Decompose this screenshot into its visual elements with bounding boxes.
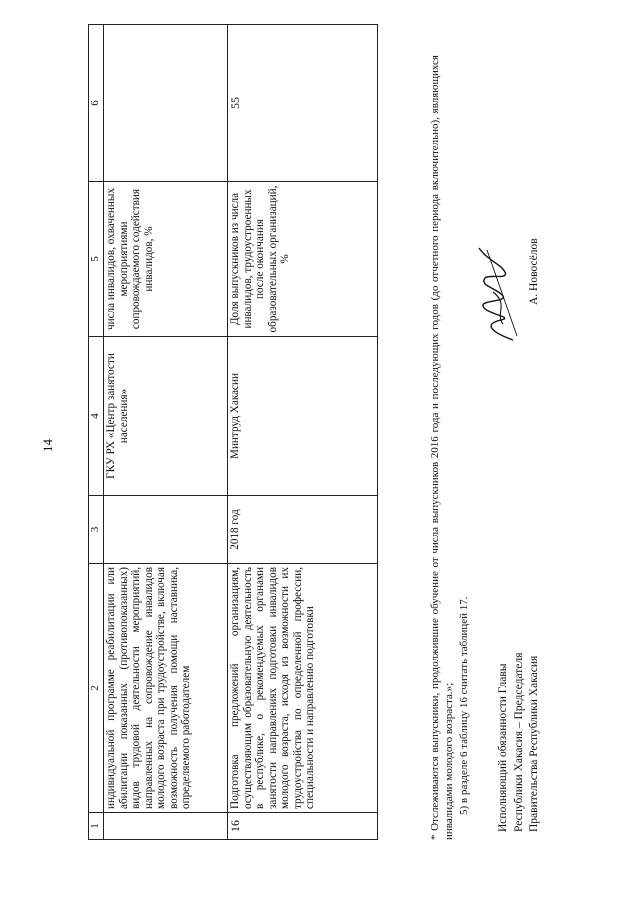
footnote-item-5: 5) в разделе 6 таблицу 16 считать таблицей 17. bbox=[457, 596, 470, 815]
footnotes bbox=[428, 55, 471, 840]
measures-table bbox=[88, 24, 378, 840]
page-number: 14 bbox=[40, 439, 55, 452]
header-col-2: 2 bbox=[89, 564, 104, 813]
header-col-3: 3 bbox=[89, 496, 104, 564]
row-executor: Минтруд Хакасии bbox=[228, 337, 378, 496]
handwritten-signature bbox=[473, 244, 523, 344]
position-line: Республики Хакасия – Председателя bbox=[512, 652, 525, 832]
rotated-document-content bbox=[88, 55, 541, 840]
row-term: 2018 год bbox=[228, 496, 378, 564]
footnote-star: * Отслеживаются выпускники, продолжившие обучение от числа выпускников 2016 года и последующих годов (до отчетного периода включительно), являющихся инвалидами молодого возраста.»; bbox=[429, 55, 456, 840]
header-col-1: 1 bbox=[89, 813, 104, 840]
row-measure: Подготовка предложений организациям, осуществляющим образовательную деятельность в республике, о рекомендуемых органами занятости направлениях подготовки инвалидов молодого возраста, исходя из возможности их трудоустройства по определенной профессии, специальности и направлению подготовки bbox=[228, 564, 378, 813]
header-col-4: 4 bbox=[89, 337, 104, 496]
signatory-name: А. Новосёлов bbox=[528, 238, 540, 305]
position-line: Исполняющий обязанности Главы bbox=[497, 663, 509, 832]
row-measure: индивидуальной программе реабилитации или абилитации показанных (противопоказанных) видов трудовой деятельности мероприятий, направленных на сопровождение инвалидов молодого возраста при трудоустройстве, включая возможность получения помощи наставника, определяемого работодателем bbox=[104, 564, 228, 813]
header-col-5: 5 bbox=[89, 182, 104, 337]
table-row bbox=[104, 25, 228, 840]
row-number: 16 bbox=[228, 813, 378, 840]
table-header-row bbox=[89, 25, 104, 840]
row-term bbox=[104, 496, 228, 564]
row-value bbox=[104, 25, 228, 182]
row-indicator: Доля выпускников из числа инвалидов, трудоустроенных после окончания образовательных организаций, % bbox=[228, 182, 378, 337]
row-number bbox=[104, 813, 228, 840]
row-executor: ГКУ РХ «Центр занятости населения» bbox=[104, 337, 228, 496]
signatory-position bbox=[496, 653, 543, 832]
table-row bbox=[228, 25, 378, 840]
position-line: Правительства Республики Хакасия bbox=[528, 655, 541, 832]
header-col-6: 6 bbox=[89, 25, 104, 182]
row-value: 55 bbox=[228, 25, 378, 182]
row-indicator: числа инвалидов, охваченных мероприятиями сопровождаемого содействия инвалидов, % bbox=[104, 182, 228, 337]
